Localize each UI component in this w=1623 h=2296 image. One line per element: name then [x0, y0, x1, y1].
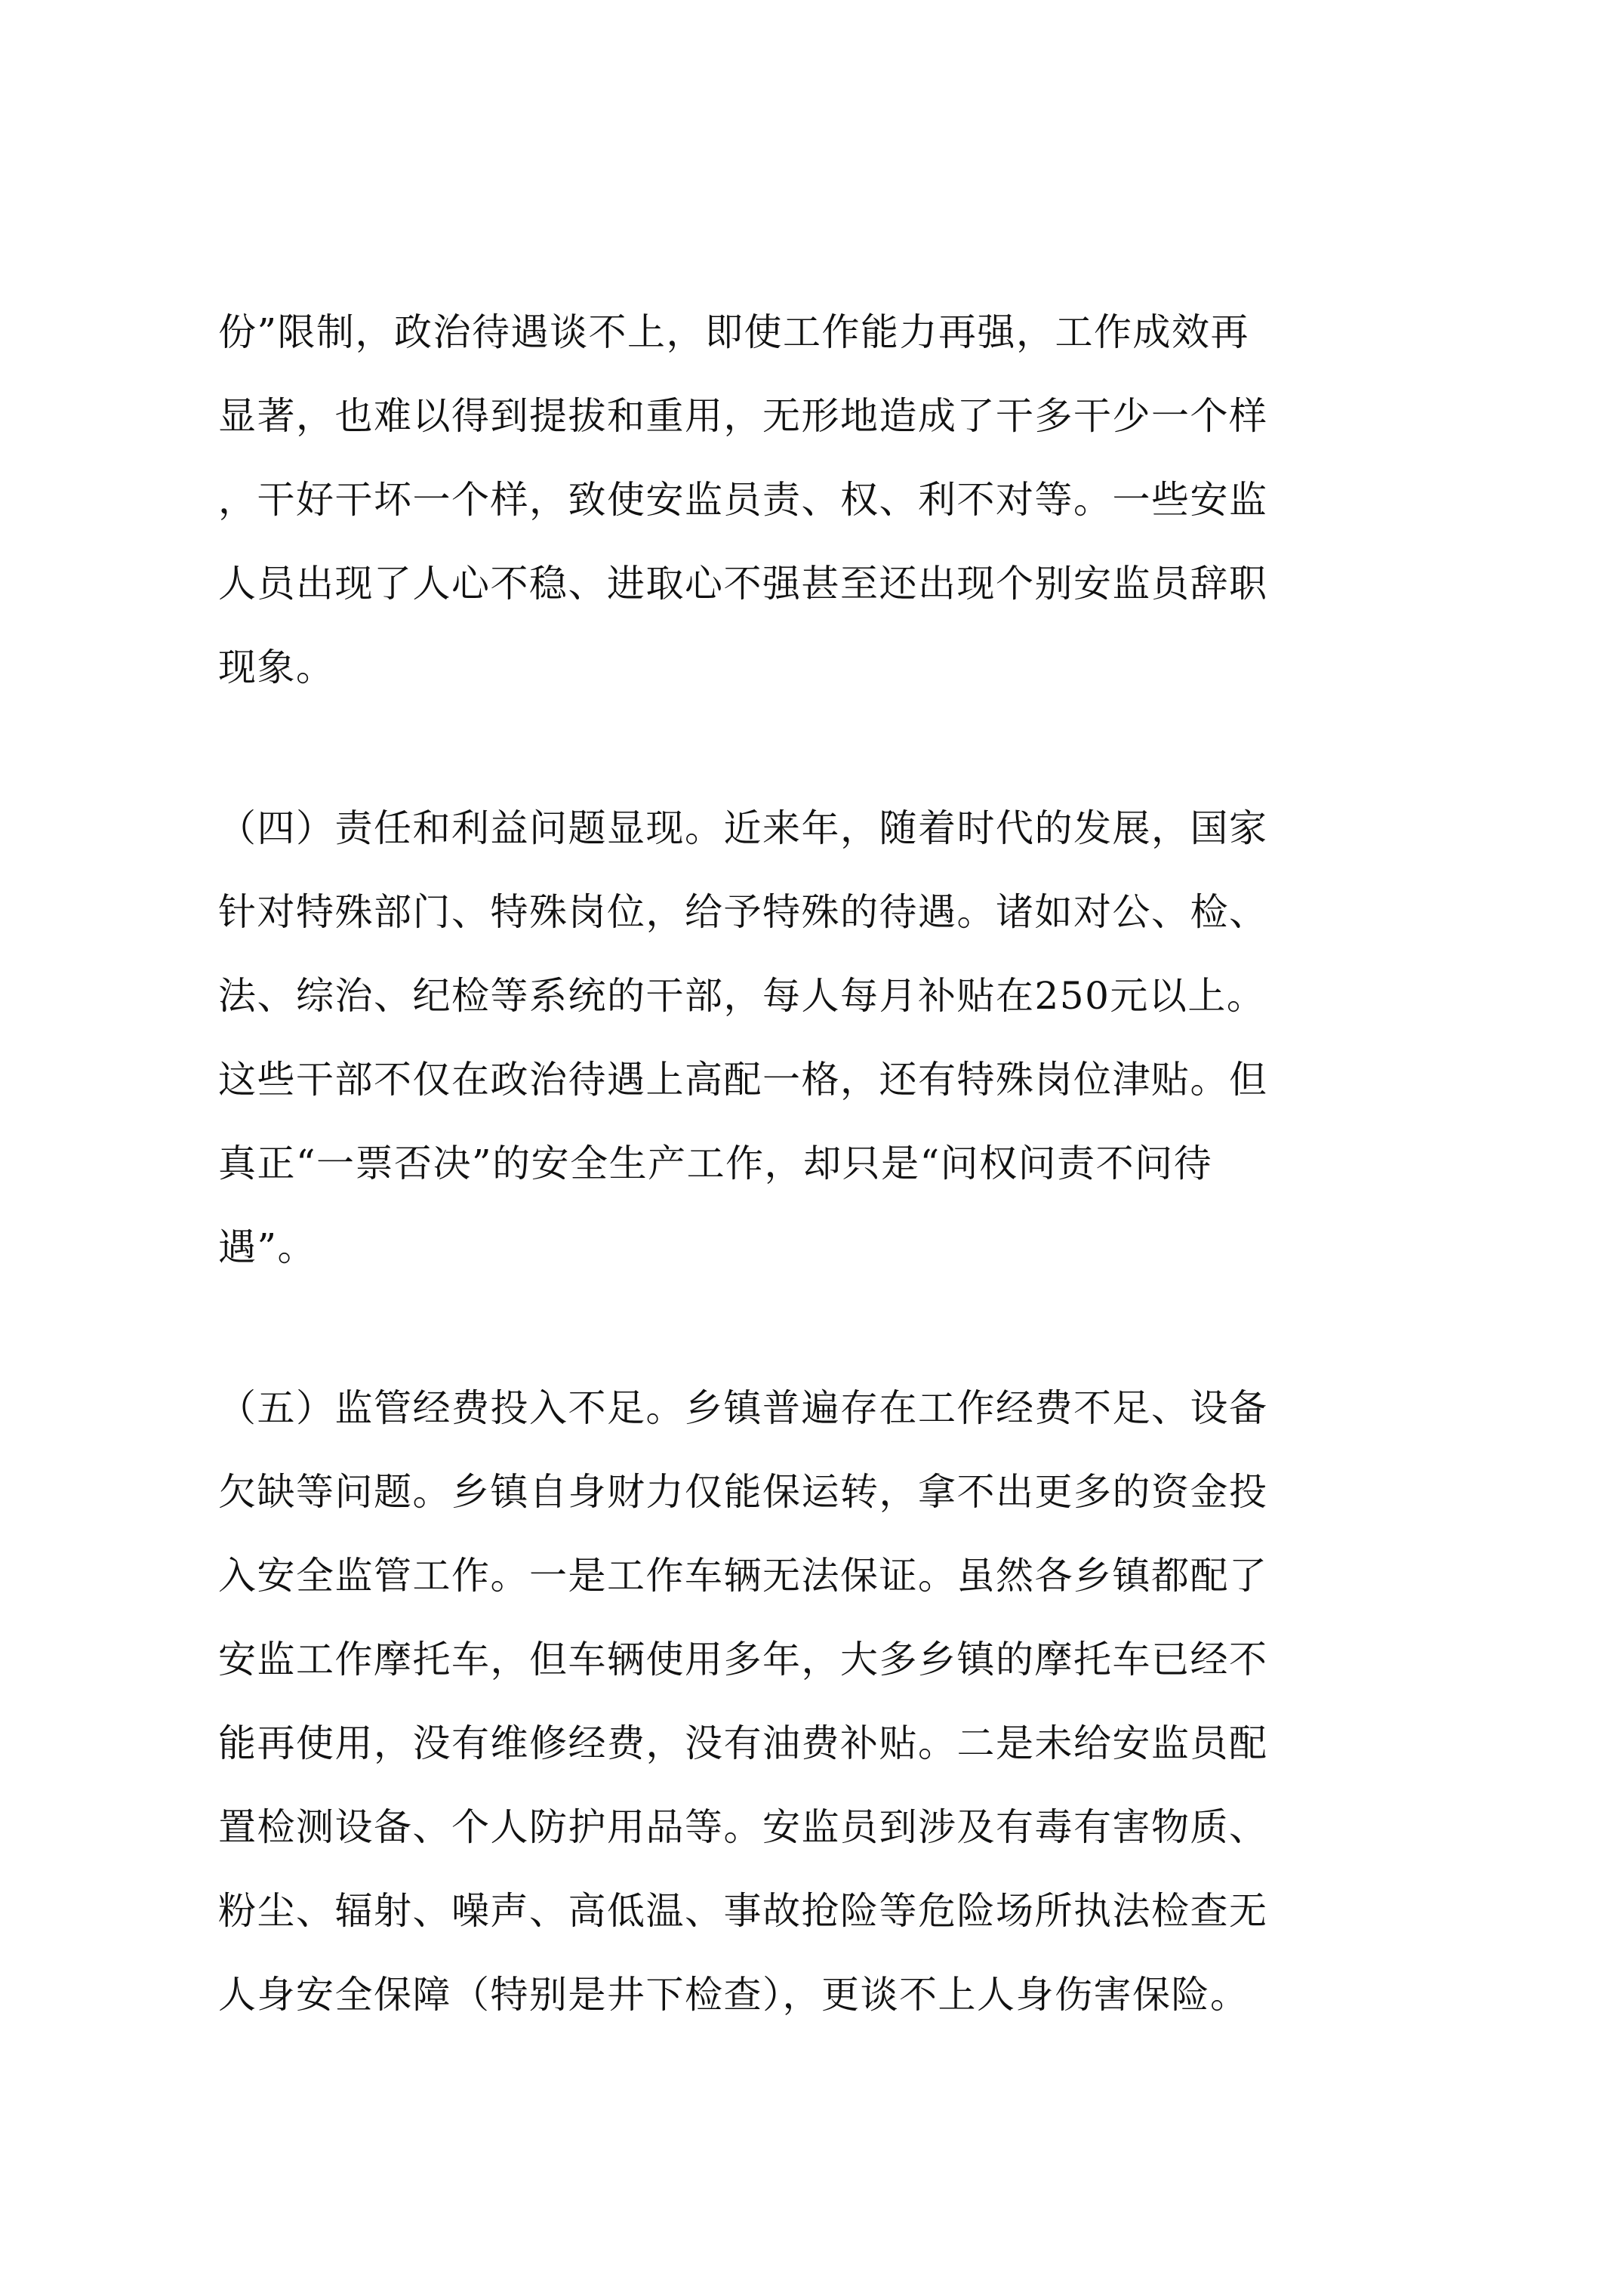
text-line: 针对特殊部门、特殊岗位，给予特殊的待遇。诸如对公、检、 [218, 890, 1268, 934]
text-line: 欠缺等问题。乡镇自身财力仅能保运转，拿不出更多的资金投 [218, 1470, 1268, 1514]
text-line: 粉尘、辐射、噪声、高低温、事故抢险等危险场所执法检查无 [218, 1889, 1268, 1933]
text-line: 遇”。 [218, 1225, 317, 1269]
text-line: 份”限制，政治待遇谈不上，即使工作能力再强，工作成效再 [218, 310, 1250, 354]
text-line: 法、综治、纪检等系统的干部，每人每月补贴在250元以上。 [218, 974, 1266, 1018]
text-line: 真正“一票否决”的安全生产工作，却只是“问权问责不问待 [218, 1142, 1213, 1185]
text-line: 人身安全保障（特别是井下检查），更谈不上人身伤害保险。 [218, 1973, 1249, 2017]
text-line: 人员出现了人心不稳、进取心不强甚至还出现个别安监员辞职 [218, 562, 1268, 606]
text-line: 置检测设备、个人防护用品等。安监员到涉及有毒有害物质、 [218, 1805, 1268, 1849]
text-line: 这些干部不仅在政治待遇上高配一格，还有特殊岗位津贴。但 [218, 1058, 1268, 1102]
text-line: 安监工作摩托车，但车辆使用多年，大多乡镇的摩托车已经不 [218, 1638, 1268, 1681]
text-line: 入安全监管工作。一是工作车辆无法保证。虽然各乡镇都配了 [218, 1554, 1268, 1598]
text-line: ，干好干坏一个样，致使安监员责、权、利不对等。一些安监 [218, 478, 1268, 522]
text-line: （五）监管经费投入不足。乡镇普遍存在工作经费不足、设备 [218, 1386, 1268, 1430]
text-line: 能再使用，没有维修经费，没有油费补贴。二是未给安监员配 [218, 1721, 1268, 1765]
text-line: 现象。 [218, 646, 335, 689]
text-line: （四）责任和利益问题显现。近来年，随着时代的发展，国家 [218, 806, 1268, 850]
text-line: 显著，也难以得到提拔和重用，无形地造成了干多干少一个样 [218, 394, 1268, 438]
